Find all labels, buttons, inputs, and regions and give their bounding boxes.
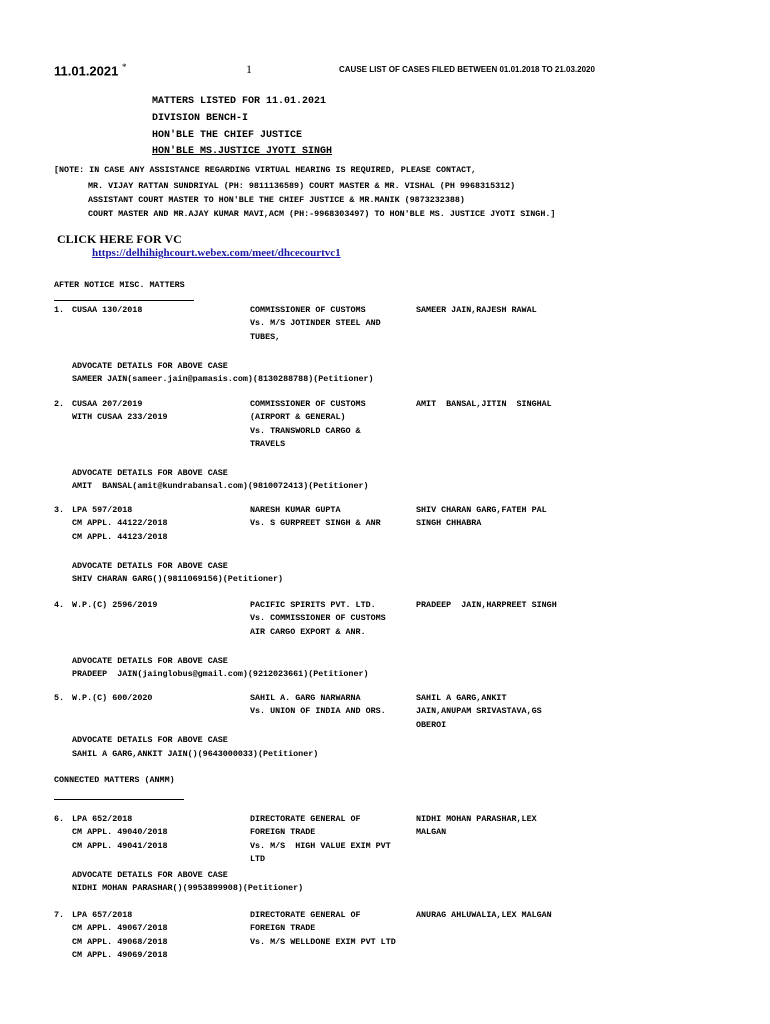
case-advocates: SAHIL A GARG,ANKIT: [416, 693, 507, 703]
advocate-details-label: ADVOCATE DETAILS FOR ABOVE CASE: [72, 869, 228, 880]
case-advocates: SINGH CHHABRA: [416, 518, 482, 529]
case-advocates: NIDHI MOHAN PARASHAR,LEX: [416, 814, 537, 824]
advocate-details: AMIT BANSAL(amit@kundrabansal.com)(9810072413)(Petitioner): [72, 481, 369, 492]
matters-listed-heading: MATTERS LISTED FOR 11.01.2021: [152, 96, 327, 107]
case-parties: FOREIGN TRADE: [250, 827, 316, 838]
case-number: 6.: [54, 814, 65, 824]
case-parties: DIRECTORATE GENERAL OF: [250, 910, 361, 920]
cause-list-title: CAUSE LIST OF CASES FILED BETWEEN 01.01.2018 TO 21.03.2020: [339, 65, 595, 74]
case-number: 2.: [54, 399, 65, 409]
bench-heading: DIVISION BENCH-I: [152, 113, 249, 124]
case-advocates: JAIN,ANUPAM SRIVASTAVA,GS: [416, 706, 542, 717]
case-parties: Vs. M/S JOTINDER STEEL AND: [250, 318, 381, 329]
case-id: CM APPL. 49041/2018: [72, 840, 168, 851]
case-number: 4.: [54, 600, 65, 610]
case-parties: COMMISSIONER OF CUSTOMS: [250, 399, 366, 409]
case-id: WITH CUSAA 233/2019: [72, 412, 168, 423]
case-parties: TUBES,: [250, 331, 281, 342]
note-line-2: MR. VIJAY RATTAN SUNDRIYAL (PH: 9811136589) COURT MASTER & MR. VISHAL (PH 9968315312): [88, 181, 516, 191]
vc-link[interactable]: https://delhihighcourt.webex.com/meet/dhcecourtvc1: [92, 247, 341, 259]
case-parties: NARESH KUMAR GUPTA: [250, 505, 341, 515]
case-advocates: ANURAG AHLUWALIA,LEX MALGAN: [416, 910, 552, 920]
note-line-4: COURT MASTER AND MR.AJAY KUMAR MAVI,ACM (PH:-9968303497) TO HON'BLE MS. JUSTICE JYOTI SINGH.]: [88, 209, 556, 219]
case-number: 7.: [54, 910, 65, 920]
case-parties: AIR CARGO EXPORT & ANR.: [250, 626, 366, 637]
advocate-details-label: ADVOCATE DETAILS FOR ABOVE CASE: [72, 560, 228, 571]
case-id: CM APPL. 44122/2018: [72, 518, 168, 529]
case-parties: DIRECTORATE GENERAL OF: [250, 814, 361, 824]
case-parties: (AIRPORT & GENERAL): [250, 412, 346, 423]
case-id: CM APPL. 49069/2018: [72, 950, 168, 961]
case-id: W.P.(C) 600/2020: [72, 693, 153, 703]
case-parties: Vs. M/S HIGH VALUE EXIM PVT: [250, 840, 391, 851]
case-parties: PACIFIC SPIRITS PVT. LTD.: [250, 600, 376, 610]
advocate-details: SHIV CHARAN GARG()(9811069156)(Petitioner): [72, 574, 284, 584]
advocate-details: SAMEER JAIN(sameer.jain@pamasis.com)(8130288788)(Petitioner): [72, 374, 374, 384]
case-id: LPA 597/2018: [72, 505, 133, 515]
case-id: W.P.(C) 2596/2019: [72, 600, 158, 610]
case-parties: Vs. UNION OF INDIA AND ORS.: [250, 706, 386, 717]
case-parties: Vs. S GURPREET SINGH & ANR: [250, 518, 381, 529]
note-line-1: [NOTE: IN CASE ANY ASSISTANCE REGARDING VIRTUAL HEARING IS REQUIRED, PLEASE CONTACT,: [54, 165, 477, 175]
case-parties: Vs. TRANSWORLD CARGO &: [250, 425, 361, 436]
advocate-details-label: ADVOCATE DETAILS FOR ABOVE CASE: [72, 655, 228, 666]
case-id: CUSAA 207/2019: [72, 399, 143, 409]
case-advocates: AMIT BANSAL,JITIN SINGHAL: [416, 399, 552, 409]
case-parties: TRAVELS: [250, 439, 286, 450]
case-id: CM APPL. 49067/2018: [72, 923, 168, 934]
case-advocates: PRADEEP JAIN,HARPREET SINGH: [416, 600, 557, 610]
case-parties: FOREIGN TRADE: [250, 923, 316, 934]
case-number: 5.: [54, 693, 65, 703]
advocate-details-label: ADVOCATE DETAILS FOR ABOVE CASE: [72, 360, 228, 371]
advocate-details: SAHIL A GARG,ANKIT JAIN()(9643000033)(Petitioner): [72, 748, 319, 759]
case-parties: SAHIL A. GARG NARWARNA: [250, 693, 361, 703]
case-id: LPA 652/2018: [72, 814, 133, 824]
page-number: 1: [246, 62, 252, 76]
advocate-details-label: ADVOCATE DETAILS FOR ABOVE CASE: [72, 735, 228, 746]
list-date: 11.01.2021 *: [54, 62, 127, 79]
note-line-3: ASSISTANT COURT MASTER TO HON'BLE THE CHIEF JUSTICE & MR.MANIK (9873232388): [88, 195, 465, 205]
advocate-details-label: ADVOCATE DETAILS FOR ABOVE CASE: [72, 468, 228, 478]
section-rule: [54, 300, 194, 301]
case-advocates: OBEROI: [416, 719, 447, 730]
case-id: LPA 657/2018: [72, 910, 133, 920]
case-id: CM APPL. 49040/2018: [72, 827, 168, 838]
judge-heading-1: HON'BLE THE CHIEF JUSTICE: [152, 130, 303, 141]
case-parties: COMMISSIONER OF CUSTOMS: [250, 305, 366, 315]
case-advocates: SHIV CHARAN GARG,FATEH PAL: [416, 505, 547, 515]
star-mark: *: [121, 62, 127, 72]
case-advocates: SAMEER JAIN,RAJESH RAWAL: [416, 305, 537, 315]
section-rule: [54, 799, 184, 800]
section-connected: CONNECTED MATTERS (ANMM): [54, 775, 175, 785]
case-number: 1.: [54, 305, 65, 315]
advocate-details: PRADEEP JAIN(jainglobus@gmail.com)(9212023661)(Petitioner): [72, 669, 369, 679]
click-here-for-vc: CLICK HERE FOR VC: [57, 232, 182, 246]
case-id: CUSAA 130/2018: [72, 305, 143, 315]
advocate-details: NIDHI MOHAN PARASHAR()(9953899908)(Petitioner): [72, 883, 304, 893]
case-parties: Vs. COMMISSIONER OF CUSTOMS: [250, 613, 386, 624]
case-advocates: MALGAN: [416, 827, 447, 838]
case-number: 3.: [54, 505, 65, 515]
case-id: CM APPL. 49068/2018: [72, 936, 168, 947]
section-after-notice: AFTER NOTICE MISC. MATTERS: [54, 280, 185, 290]
judge-heading-2: HON'BLE MS.JUSTICE JYOTI SINGH: [152, 146, 333, 157]
case-parties: Vs. M/S WELLDONE EXIM PVT LTD: [250, 936, 396, 947]
case-id: CM APPL. 44123/2018: [72, 531, 168, 542]
case-parties: LTD: [250, 854, 266, 865]
